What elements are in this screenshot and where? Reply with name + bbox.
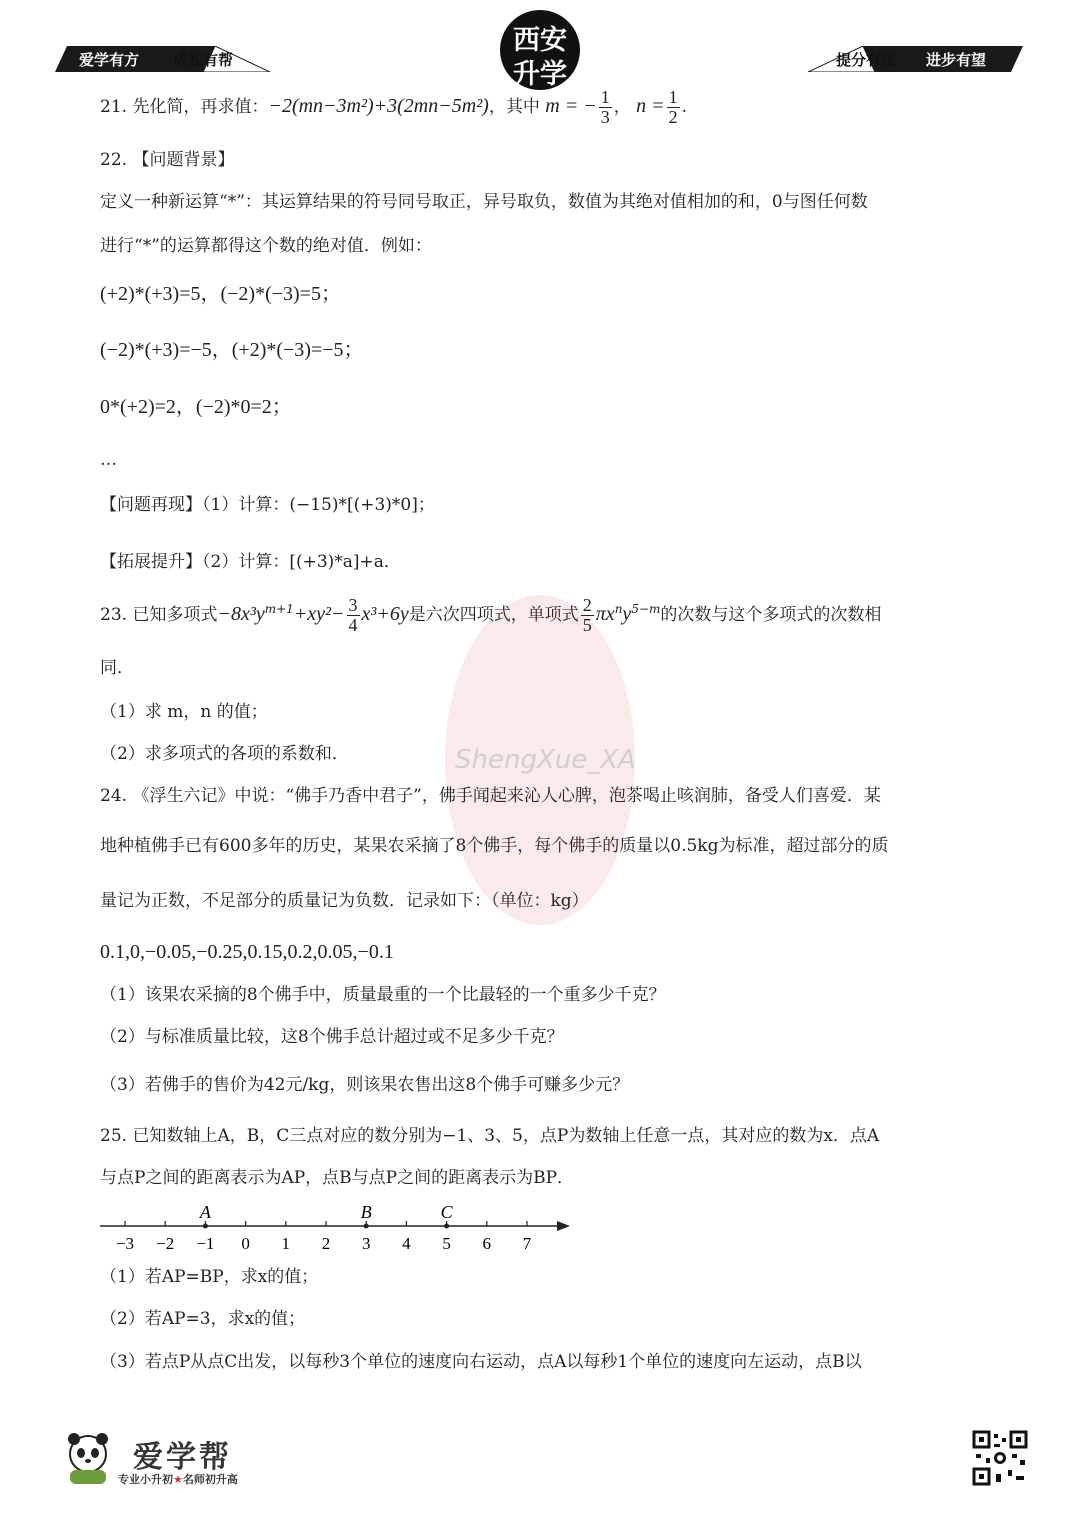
- q24-data-record: 0.1,0,−0.05,−0.25,0.15,0.2,0.05,−0.1: [100, 941, 394, 963]
- q23-poly-a: −8x³y: [217, 602, 265, 625]
- q22-example-1: (+2)*(+3)=5，(−2)*(−3)=5；: [100, 283, 341, 305]
- q23-frac2-den: 5: [582, 614, 592, 635]
- number-line-point-label: C: [440, 1202, 453, 1222]
- xian-shengxue-logo: [500, 10, 580, 90]
- q23-mono-b: y: [622, 602, 632, 625]
- q22-definition-2: 进行“*”的运算都得这个数的绝对值．例如：: [100, 236, 432, 256]
- number-line-point: [364, 1224, 369, 1229]
- header-banner-right: [808, 46, 1023, 72]
- number-line-tick-label: 7: [522, 1234, 532, 1253]
- q22-problem-2: 【拓展提升】（2）计算：[(+3)*a]+a．: [100, 552, 401, 572]
- q23-line-2: 同．: [100, 658, 134, 678]
- number-line-tick-label: 3: [361, 1234, 371, 1253]
- number-line-tick-label: 0: [241, 1234, 250, 1253]
- q21-end: .: [681, 96, 687, 117]
- q23-frac-1: [347, 596, 360, 635]
- q21-expression: −2(mn−3m²)+3(2mn−5m²): [268, 94, 489, 117]
- q23-subquestion-1: （1）求 m，n 的值；: [100, 702, 268, 722]
- number-line-point: [203, 1224, 208, 1229]
- q25-line-2: 与点P之间的距离表示为AP，点B与点P之间的距离表示为BP．: [100, 1168, 575, 1188]
- q25-subquestion-1: （1）若AP=BP，求x的值；: [100, 1267, 319, 1287]
- q23-frac2-num: 2: [582, 595, 592, 615]
- q25-subquestion-2: （2）若AP=3，求x的值；: [100, 1309, 306, 1329]
- header-right-slogan-b: 进步有望: [926, 51, 987, 69]
- q21-m-den: 3: [600, 106, 610, 127]
- q23-poly-a-exp: m+1: [264, 602, 294, 617]
- number-line-tick-label: 4: [402, 1234, 411, 1253]
- q21-m-part: m = −: [545, 94, 597, 117]
- footer-slogan: [118, 1471, 238, 1487]
- q22-title: 22. 【问题背景】: [100, 150, 235, 170]
- q24-line-1: 24. 《浮生六记》中说：“佛手乃香中君子”，佛手闻起来沁人心脾，泡茶喝止咳润肺，备受人们喜爱．某: [100, 786, 881, 806]
- q21-n-den: 2: [668, 106, 678, 127]
- q24-subquestion-3: （3）若佛手的售价为42元/kg，则该果农售出这8个佛手可赚多少元？: [100, 1075, 630, 1095]
- q23-suffix: 的次数与这个多项式的次数相: [660, 604, 882, 625]
- header-right-slogan-a: 提分有法: [836, 51, 897, 69]
- number-line-tick-label: −1: [196, 1234, 215, 1253]
- footer-brand: 爱学帮: [133, 1440, 232, 1475]
- q21-n-num: 1: [668, 87, 678, 107]
- number-line-tick-label: −3: [115, 1234, 135, 1253]
- panda-mascot-icon: [60, 1430, 116, 1486]
- number-line-point-label: A: [199, 1202, 211, 1222]
- q23-frac1-den: 4: [348, 614, 358, 635]
- q22-problem-1: 【问题再现】（1）计算：(−15)*[(+3)*0]；: [100, 495, 435, 515]
- footer-slogan-a: 专业小升初: [118, 1473, 173, 1486]
- q23-prefix: 23. 已知多项式: [100, 604, 218, 625]
- q21-where: ，其中: [488, 96, 540, 117]
- header-left-slogan-a: 爱学有方: [79, 51, 140, 69]
- q25-line-1: 25. 已知数轴上A，B，C三点对应的数分别为−1、3、5，点P为数轴上任意一点，其对应的数为x．点A: [100, 1126, 880, 1146]
- q21-m-num: 1: [600, 87, 610, 107]
- q21-m-fraction: [599, 88, 612, 127]
- q22-example-2: (−2)*(+3)=−5，(+2)*(−3)=−5；: [100, 339, 364, 361]
- q23-frac-2: [581, 596, 594, 635]
- q23-mono-a-exp: n: [614, 602, 623, 617]
- header-left-slogan-b: 成长有帮: [173, 51, 234, 69]
- q21-label: 21. 先化简，再求值：: [100, 96, 269, 117]
- q23-subquestion-2: （2）求多项式的各项的系数和．: [100, 744, 349, 764]
- q23-mono-a: πx: [595, 602, 615, 625]
- q24-line-3: 量记为正数，不足部分的质量记为负数．记录如下：（单位：kg）: [100, 891, 589, 911]
- q23-line-1: [100, 596, 881, 635]
- q23-poly-c: x³+6y: [361, 602, 409, 625]
- number-line-point-label: B: [360, 1202, 372, 1222]
- number-line-arrow: [557, 1221, 570, 1231]
- number-line: [95, 1200, 575, 1262]
- q22-example-3: 0*(+2)=2，(−2)*0=2；: [100, 396, 292, 418]
- footer-slogan-b: 名师初升高: [182, 1473, 238, 1486]
- q23-poly-b: +xy²−: [293, 602, 345, 625]
- number-line-tick-label: −2: [156, 1234, 175, 1253]
- q24-line-2: 地种植佛手已有600多年的历史，某果农采摘了8个佛手，每个佛手的质量以0.5kg为标准，超过部分的质: [100, 836, 889, 856]
- q24-subquestion-1: （1）该果农采摘的8个佛手中，质量最重的一个比最轻的一个重多少千克？: [100, 985, 666, 1005]
- qr-code-icon: [972, 1430, 1028, 1486]
- header-banner-left: [55, 46, 270, 72]
- q21-n-fraction: [667, 88, 680, 127]
- q22-ellipsis: …: [100, 450, 117, 470]
- number-line-tick-label: 1: [281, 1234, 291, 1253]
- q24-subquestion-2: （2）与标准质量比较，这8个佛手总计超过或不足多少千克？: [100, 1027, 564, 1047]
- logo-text-bottom: 升学: [513, 59, 567, 90]
- number-line-tick-label: 2: [321, 1234, 331, 1253]
- q23-mono-b-exp: 5−m: [631, 602, 661, 617]
- q23-mid: 是六次四项式，单项式: [408, 604, 579, 625]
- number-line-tick-label: 5: [442, 1234, 451, 1253]
- number-line-tick-label: 6: [482, 1234, 492, 1253]
- number-line-point: [444, 1224, 449, 1229]
- q25-subquestion-3: （3）若点P从点C出发，以每秒3个单位的速度向右运动，点A以每秒1个单位的速度向左运动，点B以: [100, 1352, 862, 1372]
- footer-star-icon: ★: [173, 1473, 183, 1486]
- watermark-text: ShengXue_XA: [455, 745, 636, 775]
- q22-definition-1: 定义一种新运算“*”：其运算结果的符号同号取正，异号取负，数值为其绝对值相加的和，0与图任何数: [100, 192, 868, 212]
- logo-text-top: 西安: [513, 25, 567, 56]
- q21-line: 21. 先化简，再求值：−2(mn−3m²)+3(2mn−5m²)，其中 m = − $\frac{1}{3}$ ， n = $\frac{1}{2}$ .: [100, 87, 687, 127]
- q21-n-part: n =: [636, 94, 665, 117]
- q23-frac1-num: 3: [348, 595, 358, 615]
